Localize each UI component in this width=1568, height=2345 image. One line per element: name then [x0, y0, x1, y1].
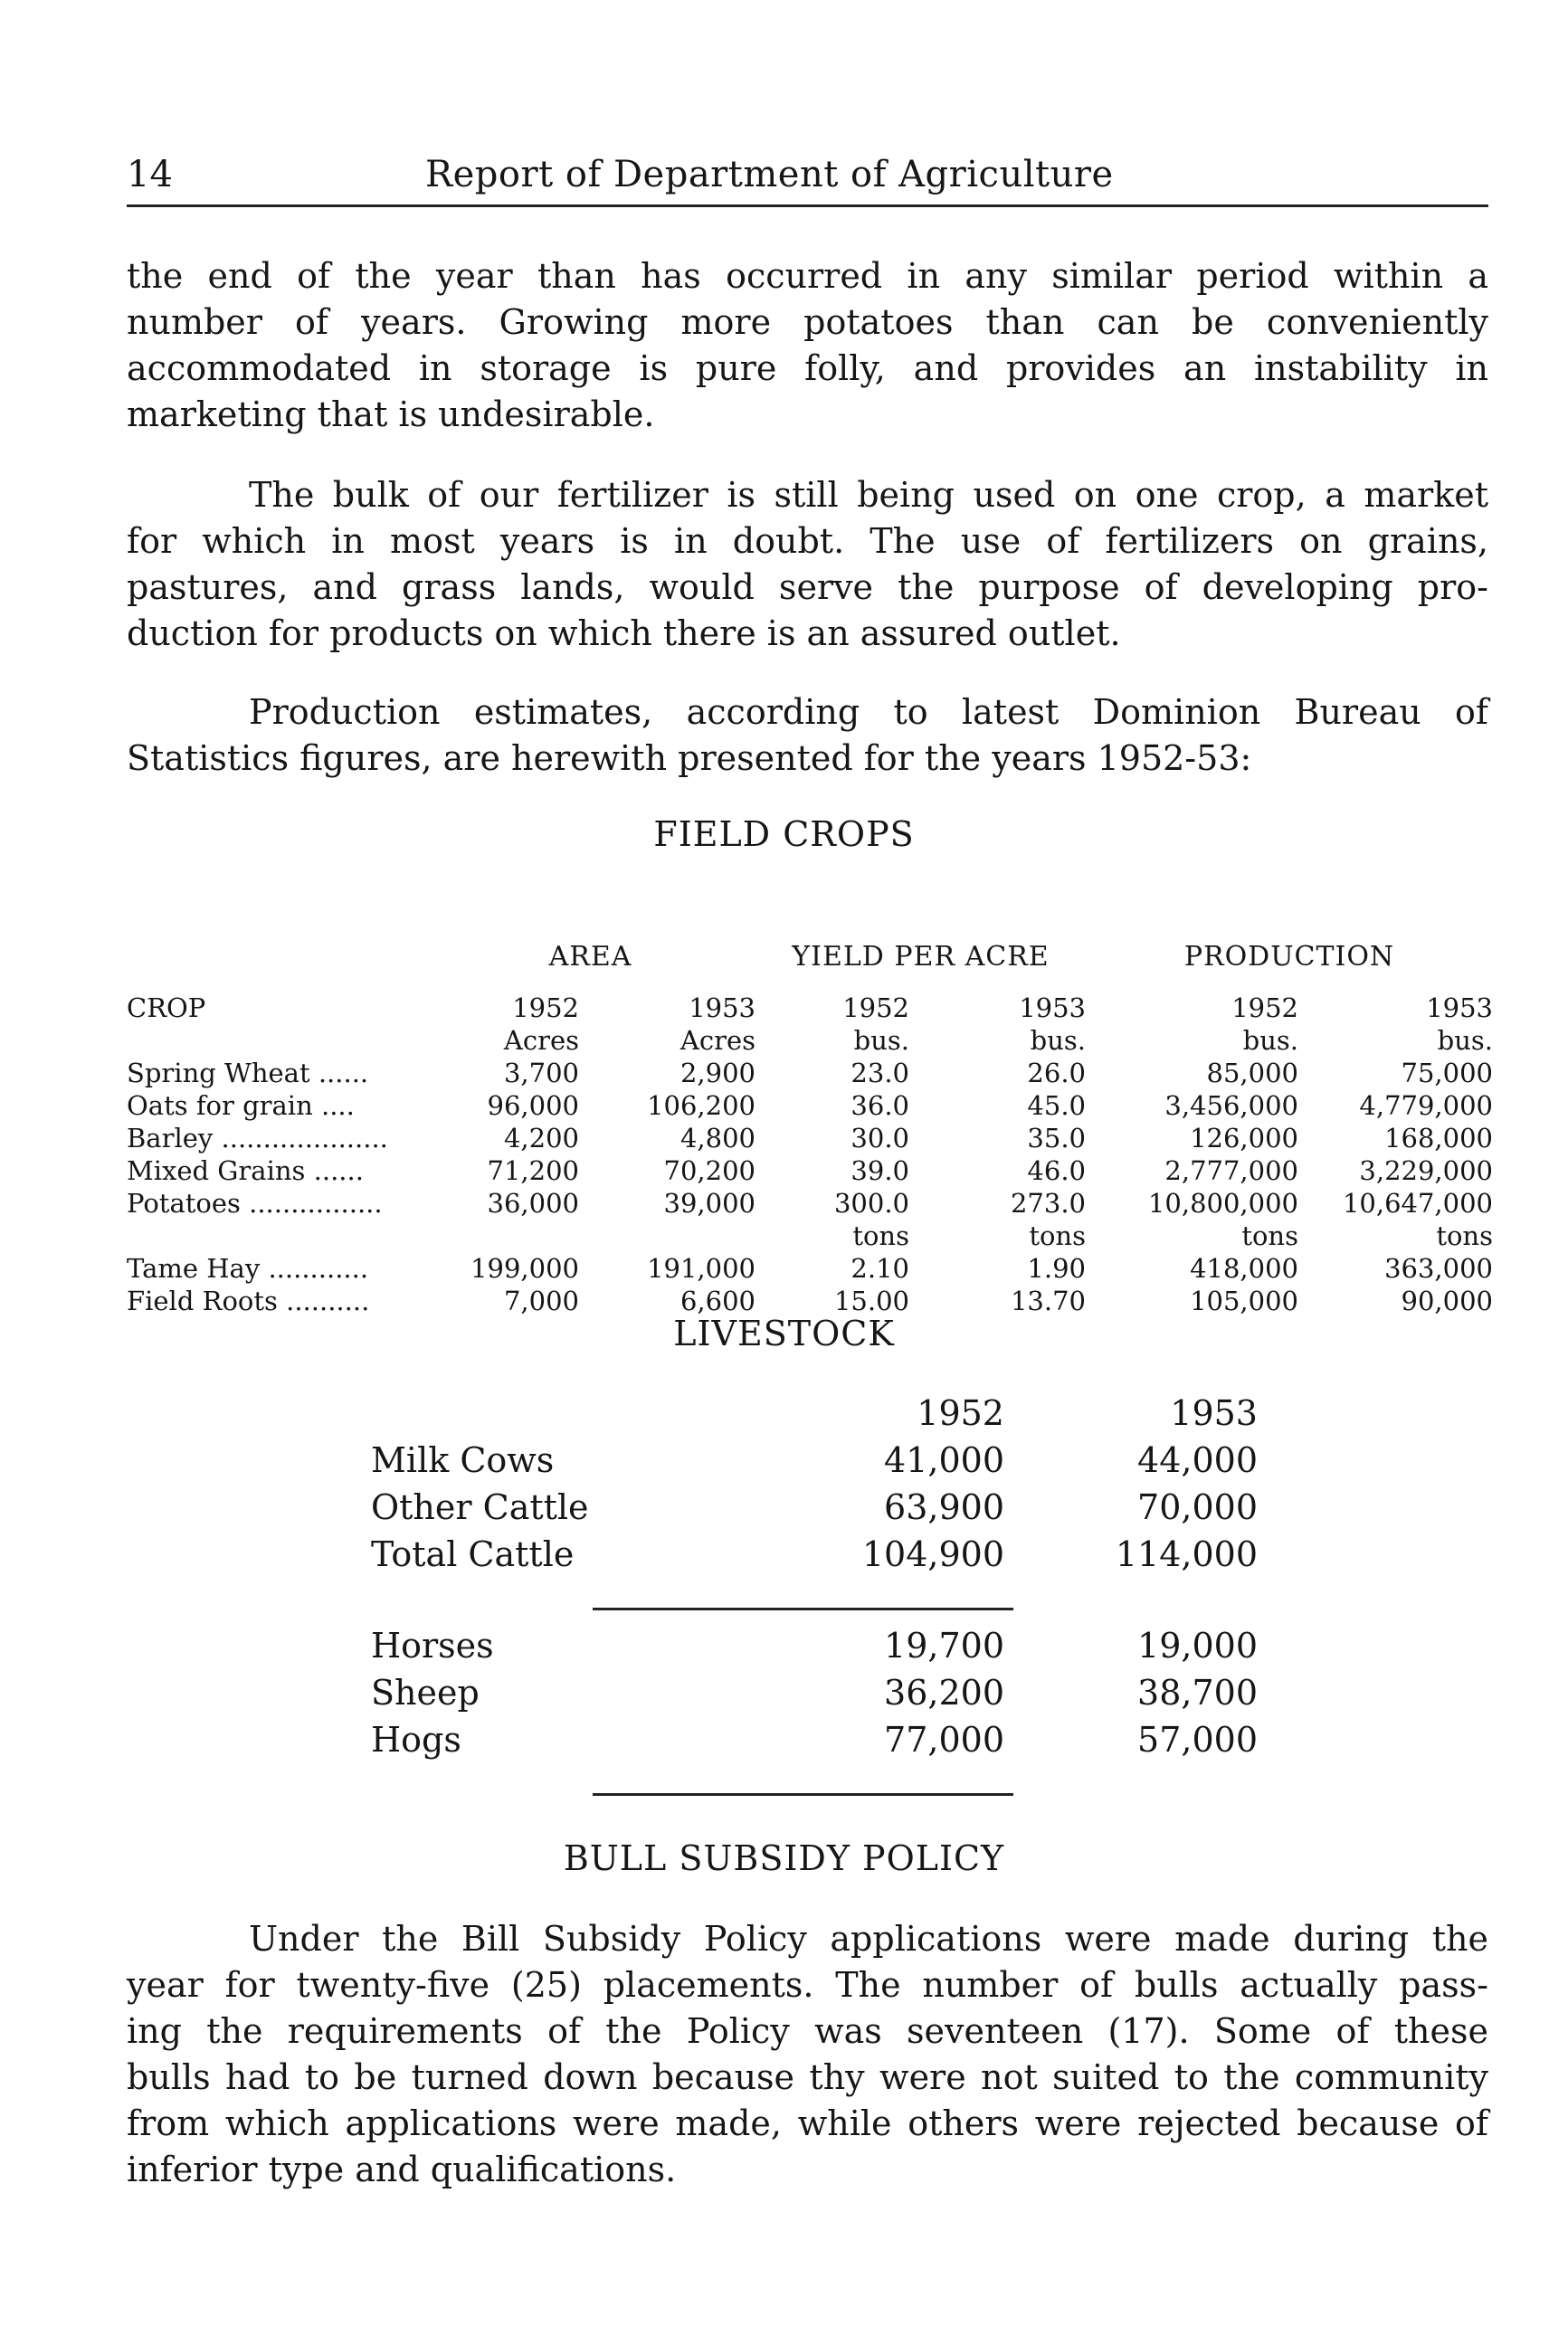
crop-name-cell — [127, 1057, 425, 1089]
livestock-value-1952: 19,700 — [884, 1626, 1004, 1666]
livestock-value-1952: 41,000 — [884, 1440, 1004, 1480]
text-line: for which in most years is in doubt. The use of fertilizers on grains, — [127, 521, 1488, 561]
table-cell: 4,779,000 — [1359, 1090, 1493, 1121]
livestock-label: Horses — [371, 1626, 494, 1666]
crop-name-cell — [127, 1089, 425, 1122]
livestock-label: Total Cattle — [371, 1534, 575, 1574]
livestock-value-1953: 38,700 — [1137, 1673, 1258, 1713]
text-line: bulls had to be turned down because thy were not suited to the community — [127, 2057, 1488, 2097]
text-line: duction for products on which there is an assured outlet. — [127, 613, 1121, 653]
dot-leader: ...... — [318, 1058, 369, 1088]
table-cell: 75,000 — [1401, 1058, 1493, 1088]
livestock-value-1952: 63,900 — [884, 1487, 1004, 1527]
table-cell: 3,700 — [503, 1058, 579, 1088]
table-unit-row — [127, 1024, 1493, 1057]
text-line: inferior type and qualifications. — [127, 2150, 677, 2189]
table-cell: 6,600 — [679, 1286, 755, 1316]
text-line: accommodated in storage is pure folly, and provides an instability in — [127, 348, 1488, 388]
table-row — [127, 1187, 1493, 1220]
crop-name-cell — [127, 1122, 425, 1154]
table-cell: 26.0 — [1027, 1058, 1086, 1088]
crop-name: Potatoes — [127, 1188, 241, 1219]
dot-leader: .................... — [221, 1123, 388, 1154]
table-cell: 2,777,000 — [1164, 1155, 1298, 1186]
dot-leader: ................ — [249, 1188, 383, 1219]
paragraph-production-estimates — [127, 689, 1488, 782]
table-cell: 45.0 — [1027, 1090, 1086, 1121]
livestock-title: LIVESTOCK — [673, 1314, 895, 1353]
table-cell: 3,229,000 — [1359, 1155, 1493, 1186]
text-line: Under the Bill Subsidy Policy applications were made during the — [249, 1919, 1488, 1959]
livestock-value-1953: 70,000 — [1137, 1487, 1258, 1527]
table-cell: 7,000 — [503, 1286, 579, 1316]
table-cell: 35.0 — [1027, 1123, 1086, 1154]
livestock-label: Other Cattle — [371, 1487, 589, 1527]
year-header: 1952 — [1231, 992, 1298, 1023]
table-cell: 85,000 — [1206, 1058, 1298, 1088]
text-line: Statistics figures, are herewith presented for the years 1952-53: — [127, 738, 1252, 778]
table-cell: 4,200 — [503, 1123, 579, 1154]
table-cell: 105,000 — [1190, 1286, 1298, 1316]
field-crops-table — [127, 939, 1493, 1317]
table-cell: 90,000 — [1401, 1286, 1493, 1316]
dot-leader: ............ — [268, 1253, 369, 1284]
table-cell: 1.90 — [1027, 1253, 1086, 1284]
unit-header: tons — [1029, 1220, 1086, 1251]
cattle-divider-rule — [593, 1608, 1013, 1610]
text-line: number of years. Growing more potatoes than can be conveniently — [127, 302, 1488, 342]
crop-column-header: CROP — [127, 992, 206, 1023]
livestock-value-1953: 44,000 — [1137, 1440, 1258, 1480]
table-row — [127, 1122, 1493, 1154]
crop-name-cell — [127, 1252, 425, 1285]
running-title: Report of Department of Agriculture — [425, 154, 1114, 195]
crop-name-cell — [127, 1187, 425, 1220]
livestock-row — [371, 1673, 1258, 1720]
livestock-value-1953: 114,000 — [1115, 1534, 1258, 1574]
unit-header: Acres — [679, 1025, 755, 1056]
livestock-label: Hogs — [371, 1720, 461, 1760]
table-cell: 418,000 — [1190, 1253, 1298, 1284]
year-header: 1953 — [1019, 992, 1086, 1023]
livestock-row — [371, 1626, 1258, 1673]
livestock-label: Sheep — [371, 1673, 480, 1713]
text-line: the end of the year than has occurred in any similar period within a — [127, 256, 1488, 296]
table-cell: 39.0 — [851, 1155, 909, 1186]
unit-header: tons — [852, 1220, 909, 1251]
field-crops-title: FIELD CROPS — [653, 814, 915, 854]
table-cell: 36.0 — [851, 1090, 909, 1121]
crop-name-cell — [127, 1285, 425, 1317]
table-cell: 39,000 — [663, 1188, 755, 1219]
livestock-value-1953: 57,000 — [1137, 1720, 1258, 1760]
table-cell: 126,000 — [1190, 1123, 1298, 1154]
table-cell: 2,900 — [679, 1058, 755, 1088]
crop-name: Tame Hay — [127, 1253, 261, 1284]
table-cell: 70,200 — [663, 1155, 755, 1186]
table-group-header-row — [127, 939, 1493, 975]
table-cell: 46.0 — [1027, 1155, 1086, 1186]
table-cell: 2.10 — [851, 1253, 909, 1284]
table-cell: 15.00 — [833, 1286, 909, 1316]
table-cell: 10,647,000 — [1342, 1188, 1493, 1219]
livestock-value-1952: 36,200 — [884, 1673, 1004, 1713]
livestock-value-1953: 19,000 — [1137, 1626, 1258, 1666]
text-line: ing the requirements of the Policy was seventeen (17). Some of these — [127, 2011, 1488, 2051]
table-cell: 168,000 — [1384, 1123, 1493, 1154]
text-line: The bulk of our fertilizer is still being used on one crop, a market — [249, 475, 1488, 515]
text-line: pastures, and grass lands, would serve the purpose of developing pro- — [127, 567, 1488, 607]
table-cell: 106,200 — [647, 1090, 755, 1121]
table-cell: 199,000 — [470, 1253, 579, 1284]
table-row — [127, 1154, 1493, 1187]
table-row — [127, 1285, 1493, 1317]
page-number: 14 — [127, 154, 173, 195]
year-header: 1952 — [917, 1393, 1004, 1433]
text-line: year for twenty-five (25) placements. The number of bulls actually pass- — [127, 1965, 1488, 2005]
unit-header: tons — [1241, 1220, 1298, 1251]
year-header: 1952 — [842, 992, 909, 1023]
livestock-bottom-rule — [593, 1793, 1013, 1796]
table-row — [127, 1089, 1493, 1122]
crop-name: Spring Wheat — [127, 1058, 310, 1088]
table-cell: 191,000 — [647, 1253, 755, 1284]
livestock-value-1952: 104,900 — [861, 1534, 1004, 1574]
livestock-row — [371, 1487, 1258, 1534]
paragraph-continuation — [127, 253, 1488, 438]
table-cell: 3,456,000 — [1164, 1090, 1298, 1121]
unit-header: bus. — [1437, 1025, 1493, 1056]
year-header: 1953 — [1170, 1393, 1258, 1433]
table-cell: 36,000 — [487, 1188, 579, 1219]
table-cell: 96,000 — [487, 1090, 579, 1121]
bull-subsidy-title: BULL SUBSIDY POLICY — [563, 1838, 1005, 1878]
text-line: from which applications were made, while others were rejected because of — [127, 2103, 1488, 2143]
table-cell: 10,800,000 — [1147, 1188, 1298, 1219]
livestock-label: Milk Cows — [371, 1440, 555, 1480]
group-yield-per-acre: YIELD PER ACRE — [792, 941, 1050, 973]
table-cell: 4,800 — [679, 1123, 755, 1154]
table-year-row — [127, 992, 1493, 1024]
crop-name: Mixed Grains — [127, 1155, 306, 1186]
livestock-value-1952: 77,000 — [884, 1720, 1004, 1760]
table-tons-unit-row — [127, 1220, 1493, 1252]
group-area: AREA — [548, 941, 632, 973]
paragraph-fertilizer — [127, 472, 1488, 657]
year-header: 1953 — [1426, 992, 1493, 1023]
page-header — [127, 154, 1488, 207]
crop-name: Oats for grain — [127, 1090, 313, 1121]
table-row — [127, 1252, 1493, 1285]
group-production: PRODUCTION — [1183, 941, 1395, 973]
crop-name-cell — [127, 1154, 425, 1187]
dot-leader: .... — [320, 1090, 355, 1121]
livestock-year-row — [371, 1393, 1258, 1440]
unit-header: bus. — [1242, 1025, 1298, 1056]
dot-leader: .......... — [286, 1286, 370, 1316]
table-cell: 13.70 — [1010, 1286, 1086, 1316]
livestock-row — [371, 1440, 1258, 1487]
paragraph-bull-subsidy — [127, 1916, 1488, 2193]
unit-header: tons — [1436, 1220, 1493, 1251]
unit-header: bus. — [1030, 1025, 1086, 1056]
table-cell: 30.0 — [851, 1123, 909, 1154]
unit-header: bus. — [853, 1025, 909, 1056]
table-row — [127, 1057, 1493, 1089]
table-cell: 273.0 — [1010, 1188, 1086, 1219]
table-cell: 363,000 — [1384, 1253, 1493, 1284]
crop-name: Field Roots — [127, 1286, 278, 1316]
table-cell: 71,200 — [487, 1155, 579, 1186]
year-header: 1952 — [512, 992, 579, 1023]
crop-name: Barley — [127, 1123, 214, 1154]
livestock-row — [371, 1720, 1258, 1767]
dot-leader: ...... — [313, 1155, 364, 1186]
livestock-row — [371, 1534, 1258, 1581]
text-line: Production estimates, according to latest Dominion Bureau of — [249, 692, 1488, 732]
unit-header: Acres — [503, 1025, 579, 1056]
table-cell: 23.0 — [851, 1058, 909, 1088]
table-cell: 300.0 — [833, 1188, 909, 1219]
text-line: marketing that is undesirable. — [127, 394, 655, 434]
year-header: 1953 — [689, 992, 755, 1023]
